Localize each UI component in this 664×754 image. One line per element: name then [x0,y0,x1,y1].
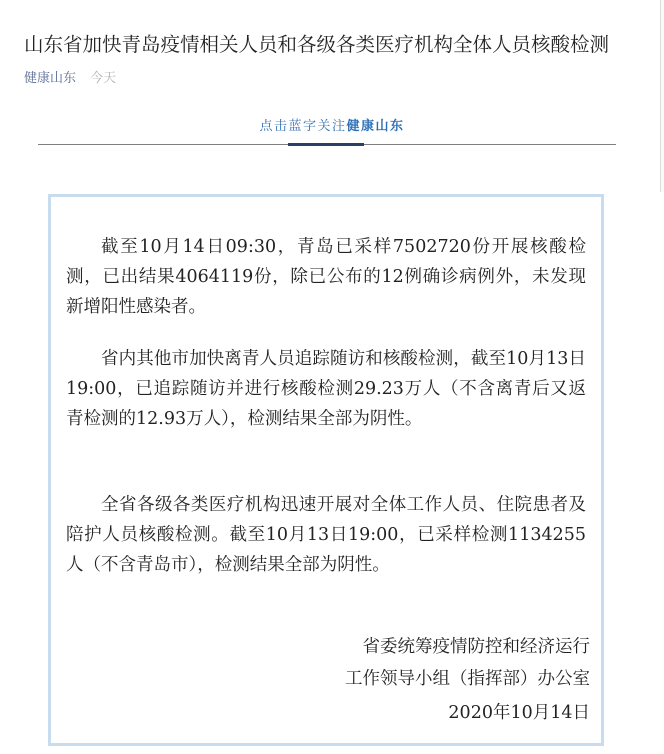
account-name-link[interactable]: 健康山东 [24,71,77,86]
article-meta [24,70,116,88]
header-divider-accent [288,143,364,146]
signature-line-1: 省委统筹疫情防控和经济运行 [362,637,590,657]
article-title: 山东省加快青岛疫情相关人员和各级各类医疗机构全体人员核酸检测 [24,33,610,56]
notice-paragraph-medical-institutions: 全省各级各类医疗机构迅速开展对全体工作人员、住院患者及陪护人员核酸检测。截至10月13日19:00，已采样检测1134255人（不含青岛市），检测结果全部为阴性。 [66,495,586,575]
follow-tip[interactable] [0,118,664,136]
follow-tip-account: 健康山东 [346,119,405,134]
notice-paragraph-qingdao: 截至10月14日09:30，青岛已采样7502720份开展核酸检测，已出结果4064119份，除已公布的12例确诊病例外，未发现新增阳性感染者。 [66,237,586,317]
signature-date: 2020年10月14日 [448,703,590,723]
signature-line-2: 工作领导小组（指挥部）办公室 [345,669,590,689]
publish-time: 今天 [90,71,117,86]
follow-tip-prefix: 点击蓝字关注 [259,119,347,134]
notice-paragraph-other-cities: 省内其他市加快离青人员追踪随访和核酸检测，截至10月13日19:00，已追踪随访并进行核酸检测29.23万人（不含离青后又返青检测的12.93万人），检测结果全部为阴性。 [66,349,586,429]
scrollbar-edge [660,0,664,192]
